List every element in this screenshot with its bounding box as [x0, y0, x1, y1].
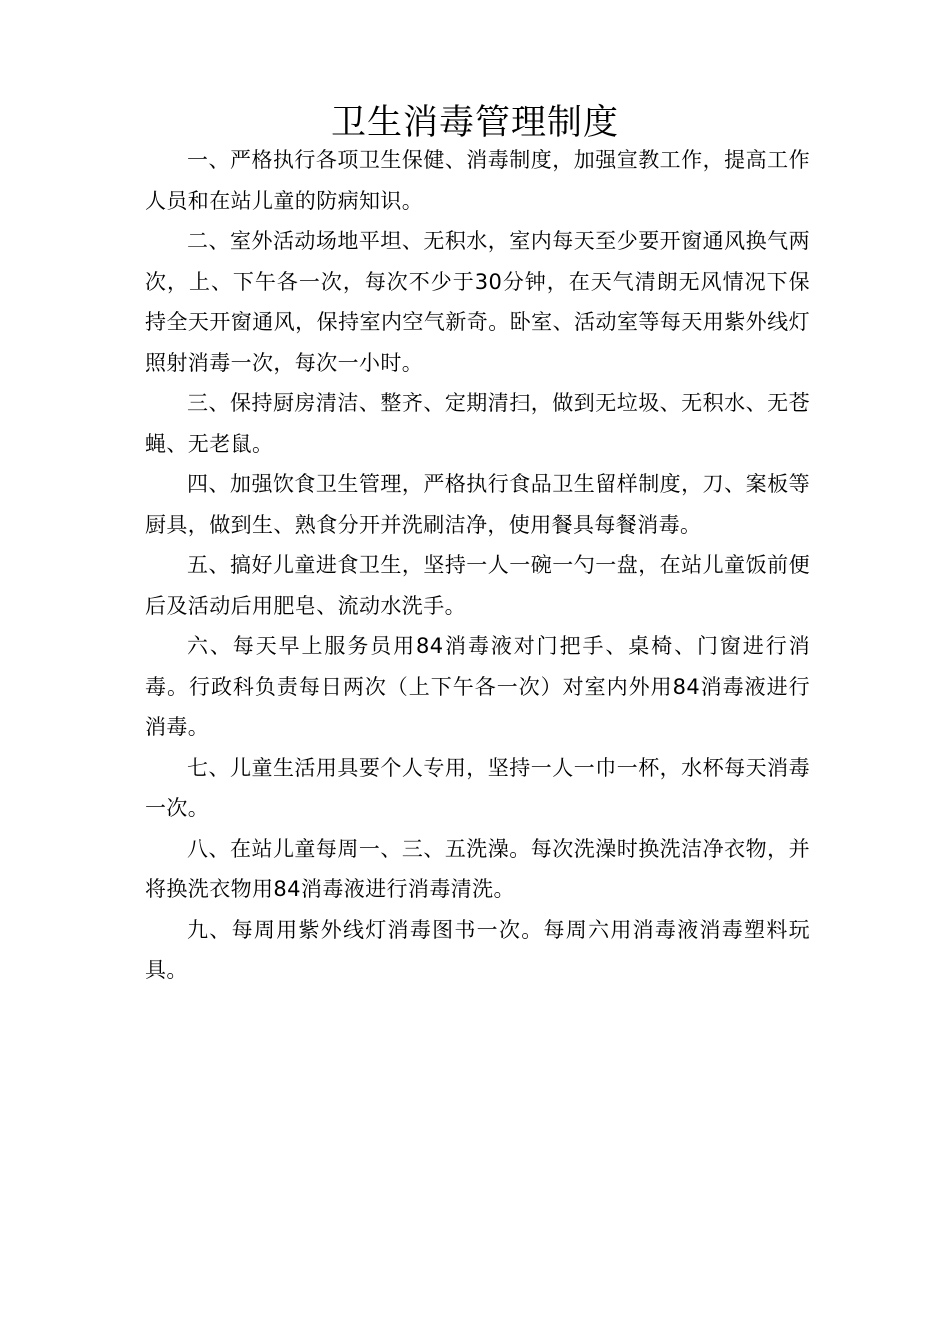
paragraph-9: 九、每周用紫外线灯消毒图书一次。每周六用消毒液消毒塑料玩具。: [145, 917, 810, 982]
document-body: [145, 140, 810, 991]
paragraph-2: 二、室外活动场地平坦、无积水，室内每天至少要开窗通风换气两次，上、下午各一次，每次不少于30分钟，在天气清朗无风情况下保持全天开窗通风，保持室内空气新奇。卧室、活动室等每天用紫外线灯照射消毒一次，每次一小时。: [145, 229, 810, 375]
paragraph-5: 五、搞好儿童进食卫生，坚持一人一碗一勺一盘，在站儿童饭前便后及活动后用肥皂、流动水洗手。: [145, 553, 810, 618]
paragraph-3: 三、保持厨房清洁、整齐、定期清扫，做到无垃圾、无积水、无苍蝇、无老鼠。: [145, 391, 810, 456]
paragraph-6: 六、每天早上服务员用84消毒液对门把手、桌椅、门窗进行消毒。行政科负责每日两次（上下午各一次）对室内外用84消毒液进行消毒。: [145, 634, 810, 739]
paragraph-1: 一、严格执行各项卫生保健、消毒制度，加强宣教工作，提高工作人员和在站儿童的防病知识。: [145, 148, 810, 213]
paragraph-8: 八、在站儿童每周一、三、五洗澡。每次洗澡时换洗洁净衣物，并将换洗衣物用84消毒液进行消毒清洗。: [145, 836, 810, 901]
document-title: 卫生消毒管理制度: [330, 103, 619, 143]
paragraph-7: 七、儿童生活用具要个人专用，坚持一人一巾一杯，水杯每天消毒一次。: [145, 755, 810, 820]
paragraph-4: 四、加强饮食卫生管理，严格执行食品卫生留样制度，刀、案板等厨具，做到生、熟食分开并洗刷洁净，使用餐具每餐消毒。: [145, 472, 810, 537]
